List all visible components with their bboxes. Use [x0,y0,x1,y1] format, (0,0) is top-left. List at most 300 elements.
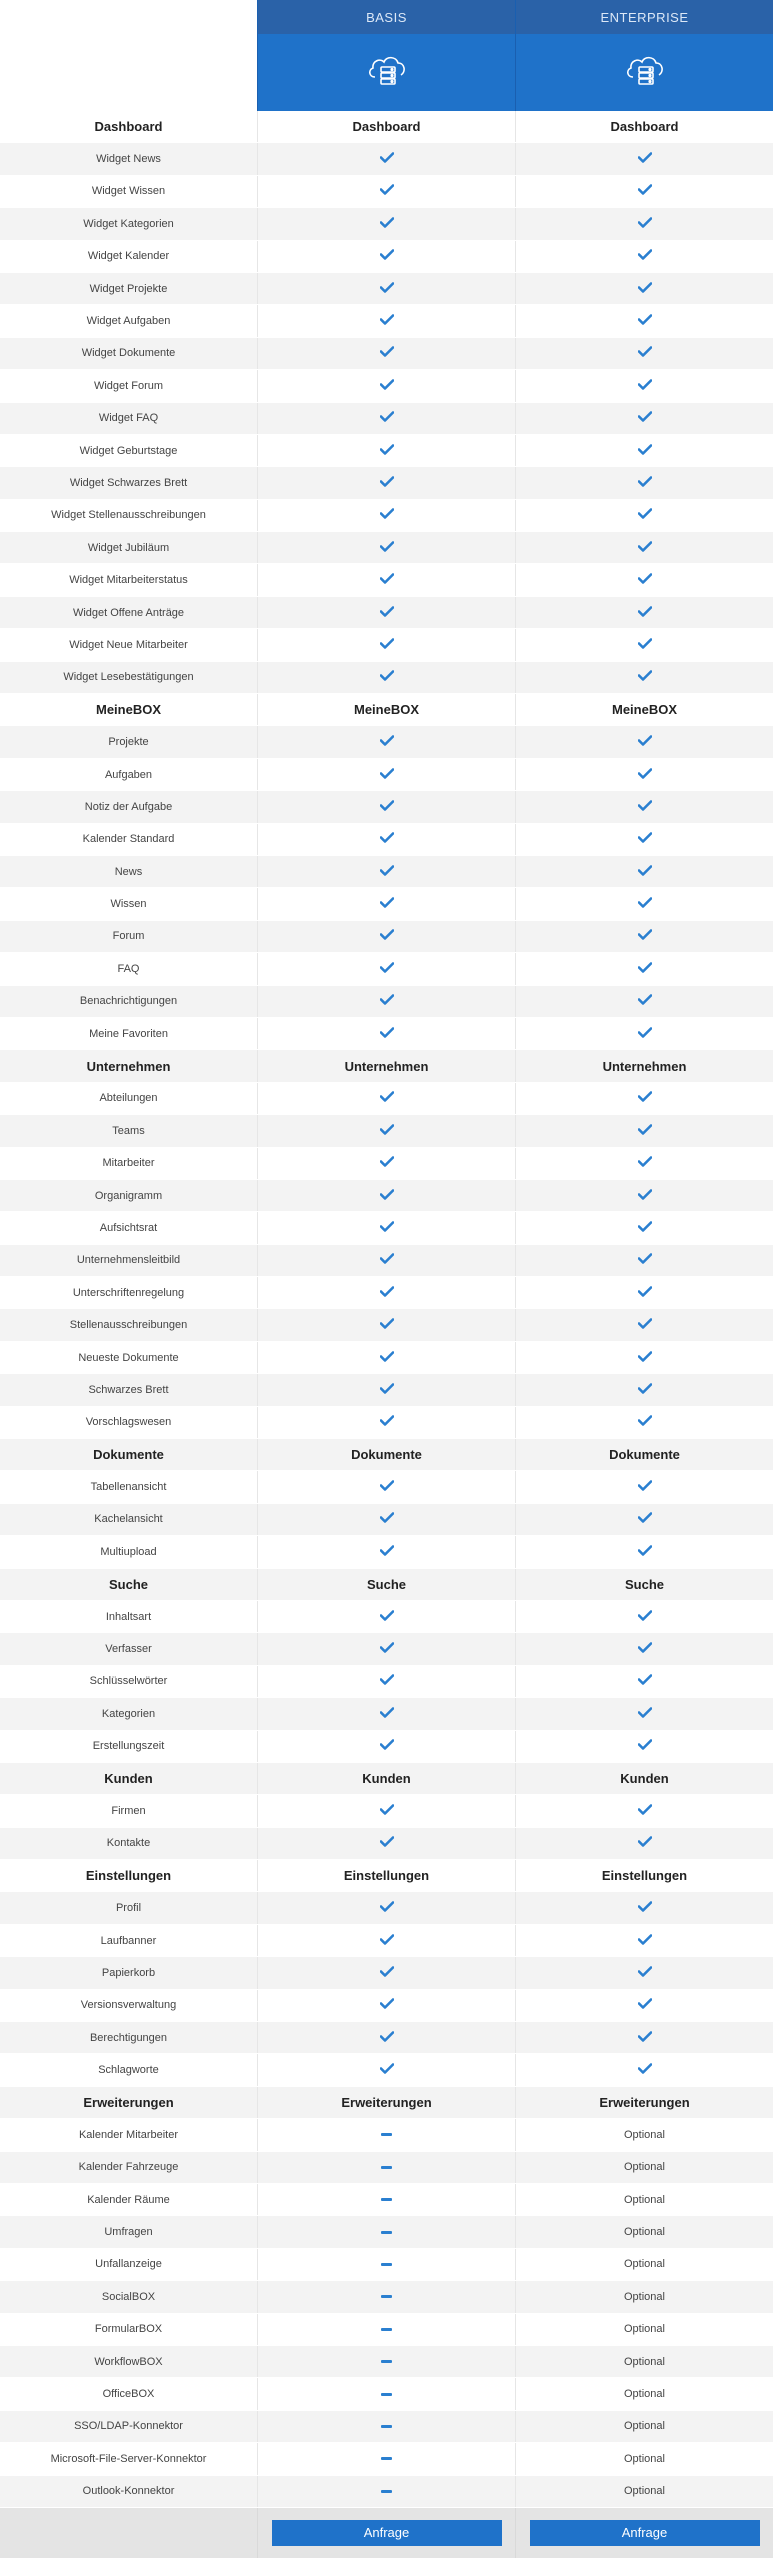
dash-icon [381,2295,392,2298]
checkmark-icon [380,1512,394,1526]
included-cell [257,986,515,1017]
included-cell [515,888,773,919]
checkmark-icon [380,1124,394,1138]
included-cell [515,338,773,369]
included-cell [257,726,515,757]
included-cell [257,888,515,919]
feature-label: Widget Kategorien [83,217,174,230]
dash-icon [381,2457,392,2460]
included-cell [257,564,515,595]
table-row [0,467,773,499]
table-row [0,1471,773,1503]
checkmark-icon [380,800,394,814]
section-title: Unternehmen [257,1050,515,1081]
checkmark-icon [380,606,394,620]
table-row [0,1374,773,1406]
included-cell [257,1083,515,1114]
section-title: Dokumente [257,1439,515,1470]
included-cell [257,1892,515,1923]
section-title: Suche [515,1569,773,1600]
value-text: Optional [515,2281,773,2312]
feature-label: Outlook-Konnektor [82,2485,175,2498]
checkmark-icon [638,476,652,490]
feature-label: Widget Aufgaben [86,315,171,328]
checkmark-icon [380,444,394,458]
not-included-cell [257,2346,515,2377]
included-cell [257,1795,515,1826]
checkmark-icon [380,1739,394,1753]
included-cell [515,629,773,660]
table-row [0,241,773,273]
plan-icon-area-enterprise [516,34,773,111]
feature-label: Aufsichtsrat [99,1221,158,1234]
feature-label: Schlüsselwörter [89,1675,168,1688]
table-row [0,1990,773,2022]
feature-label: Widget Wissen [91,185,166,198]
table-row [0,500,773,532]
table-row [0,1212,773,1244]
included-cell [257,1342,515,1373]
value-text: Optional [515,2476,773,2507]
included-cell [515,467,773,498]
included-cell [515,597,773,628]
table-row [0,1731,773,1763]
feature-label: SSO/LDAP-Konnektor [74,2420,183,2433]
included-cell [257,143,515,174]
table-row [0,435,773,467]
checkmark-icon [638,606,652,620]
included-cell [515,1698,773,1729]
table-row [0,1180,773,1212]
checkmark-icon [638,1318,652,1332]
value-text: Optional [515,2249,773,2280]
included-cell [515,1828,773,1859]
feature-label: Widget FAQ [98,412,159,425]
included-cell [515,1342,773,1373]
checkmark-icon [638,1804,652,1818]
checkmark-icon [380,1351,394,1365]
checkmark-icon [380,638,394,652]
included-cell [515,435,773,466]
footer-cell-enterprise [515,2508,773,2558]
dash-icon [381,2198,392,2201]
table-row [0,1018,773,1050]
included-cell [257,1731,515,1762]
table-row [0,1892,773,1924]
feature-label: Widget Kalender [87,250,170,263]
included-cell [515,921,773,952]
checkmark-icon [638,1707,652,1721]
dash-icon [381,2166,392,2169]
checkmark-icon [380,1221,394,1235]
included-cell [257,1471,515,1502]
feature-label: Unternehmensleitbild [76,1254,181,1267]
not-included-cell [257,2281,515,2312]
value-text: Optional [515,2184,773,2215]
header-spacer [0,0,257,111]
table-row [0,856,773,888]
included-cell [515,726,773,757]
included-cell [515,1504,773,1535]
included-cell [257,662,515,693]
included-cell [257,1245,515,1276]
included-cell [515,1083,773,1114]
included-cell [515,500,773,531]
feature-label: Widget Forum [93,379,164,392]
plan-name-enterprise: ENTERPRISE [516,0,773,34]
checkmark-icon [380,541,394,555]
feature-label: Papierkorb [101,1966,156,1979]
table-row [0,629,773,661]
feature-label: Schlagworte [98,2064,159,2077]
table-row [0,1925,773,1957]
checkmark-icon [380,1415,394,1429]
included-cell [257,1504,515,1535]
feature-label: Laufbanner [100,1934,157,1947]
section-title: Unternehmen [515,1050,773,1081]
included-cell [515,791,773,822]
included-cell [515,953,773,984]
section-title: Erweiterungen [257,2087,515,2118]
checkmark-icon [380,573,394,587]
checkmark-icon [638,994,652,1008]
included-cell [257,403,515,434]
feature-label: SocialBOX [101,2290,156,2303]
table-row [0,176,773,208]
section-row [0,1860,773,1892]
section-title: Einstellungen [257,1860,515,1891]
included-cell [257,338,515,369]
feature-label: OfficeBOX [102,2388,155,2401]
cloud-server-icon [623,50,667,95]
plan-icon-area-basis [258,34,515,111]
checkmark-icon [638,1674,652,1688]
included-cell [257,241,515,272]
included-cell [257,1148,515,1179]
checkmark-icon [638,1286,652,1300]
section-row [0,1763,773,1795]
checkmark-icon [638,962,652,976]
value-text: Optional [515,2314,773,2345]
dash-icon [381,2263,392,2266]
table-row [0,2378,773,2410]
feature-label: Multiupload [100,1545,157,1558]
checkmark-icon [380,1998,394,2012]
feature-label: Widget Mitarbeiterstatus [69,574,188,587]
section-title: Kunden [515,1763,773,1794]
checkmark-icon [638,1480,652,1494]
feature-label: Kalender Standard [82,833,175,846]
value-text: Optional [515,2119,773,2150]
table-row [0,1536,773,1568]
footer-spacer [0,2508,257,2558]
included-cell [515,532,773,563]
table-row [0,921,773,953]
dash-icon [381,2231,392,2234]
not-included-cell [257,2476,515,2507]
included-cell [257,856,515,887]
included-cell [257,1666,515,1697]
feature-label: Aufgaben [104,768,153,781]
table-row [0,2476,773,2508]
table-row [0,726,773,758]
included-cell [515,305,773,336]
included-cell [257,953,515,984]
footer-cell-basis [257,2508,515,2558]
table-row [0,2022,773,2054]
feature-label: Tabellenansicht [90,1481,167,1494]
checkmark-icon [638,1124,652,1138]
table-row [0,273,773,305]
included-cell [257,921,515,952]
checkmark-icon [380,1480,394,1494]
included-cell [515,1212,773,1243]
table-row [0,1148,773,1180]
included-cell [515,1925,773,1956]
included-cell [515,1471,773,1502]
feature-label: Benachrichtigungen [79,995,178,1008]
section-title: Kunden [104,1771,153,1787]
table-row [0,824,773,856]
table-row [0,2152,773,2184]
cloud-server-icon [365,50,409,95]
plan-header [0,0,773,111]
feature-label: Berechtigungen [89,2031,168,2044]
section-title: Dokumente [515,1439,773,1470]
checkmark-icon [638,1383,652,1397]
table-row [0,1698,773,1730]
checkmark-icon [380,1545,394,1559]
section-row [0,2087,773,2119]
included-cell [257,370,515,401]
included-cell [257,1374,515,1405]
table-row [0,305,773,337]
plan-column-enterprise [515,0,773,111]
included-cell [257,597,515,628]
section-title: Dashboard [515,111,773,142]
section-row [0,1439,773,1471]
section-title: Unternehmen [86,1058,171,1074]
table-row [0,2346,773,2378]
checkmark-icon [380,1156,394,1170]
included-cell [515,1148,773,1179]
included-cell [515,1795,773,1826]
feature-label: Profil [115,1902,142,1915]
included-cell [515,1957,773,1988]
feature-label: Schwarzes Brett [88,1383,169,1396]
checkmark-icon [638,1189,652,1203]
section-row [0,111,773,143]
checkmark-icon [380,1707,394,1721]
included-cell [257,1407,515,1438]
checkmark-icon [638,1901,652,1915]
request-button-enterprise[interactable]: Anfrage [530,2520,760,2546]
included-cell [257,273,515,304]
included-cell [515,1892,773,1923]
included-cell [257,2054,515,2085]
included-cell [257,759,515,790]
included-cell [257,500,515,531]
table-row [0,1407,773,1439]
not-included-cell [257,2249,515,2280]
table-row [0,2281,773,2313]
table-row [0,1666,773,1698]
feature-label: Widget Stellenausschreibungen [51,509,206,522]
value-text: Optional [515,2216,773,2247]
checkmark-icon [638,541,652,555]
checkmark-icon [638,1156,652,1170]
feature-label: Widget Lesebestätigungen [63,671,194,684]
checkmark-icon [380,735,394,749]
feature-label: FormularBOX [94,2323,163,2336]
checkmark-icon [380,832,394,846]
included-cell [515,241,773,272]
checkmark-icon [380,962,394,976]
checkmark-icon [380,1642,394,1656]
checkmark-icon [638,1610,652,1624]
checkmark-icon [638,1545,652,1559]
table-row [0,208,773,240]
checkmark-icon [380,152,394,166]
checkmark-icon [380,1189,394,1203]
table-row [0,2054,773,2086]
checkmark-icon [638,1221,652,1235]
checkmark-icon [638,1027,652,1041]
table-row [0,791,773,823]
checkmark-icon [638,379,652,393]
checkmark-icon [380,768,394,782]
included-cell [257,1212,515,1243]
checkmark-icon [638,573,652,587]
included-cell [515,1990,773,2021]
feature-label: Stellenausschreibungen [69,1319,188,1332]
checkmark-icon [638,152,652,166]
section-title: Erweiterungen [515,2087,773,2118]
included-cell [515,1180,773,1211]
checkmark-icon [638,1512,652,1526]
feature-label: News [114,865,143,878]
table-row [0,2119,773,2151]
request-button-basis[interactable]: Anfrage [272,2520,502,2546]
feature-label: Widget Dokumente [81,347,176,360]
included-cell [257,1698,515,1729]
included-cell [257,1180,515,1211]
table-row [0,1342,773,1374]
table-row [0,1601,773,1633]
checkmark-icon [638,314,652,328]
included-cell [515,759,773,790]
checkmark-icon [638,1836,652,1850]
checkmark-icon [638,1966,652,1980]
table-row [0,1957,773,1989]
checkmark-icon [380,346,394,360]
feature-label: Mitarbeiter [102,1157,155,1170]
checkmark-icon [638,1351,652,1365]
checkmark-icon [380,1804,394,1818]
section-title: Dokumente [93,1447,164,1463]
section-row [0,1050,773,1082]
feature-label: Kontakte [106,1837,151,1850]
feature-label: Unfallanzeige [95,2258,162,2271]
checkmark-icon [638,1934,652,1948]
section-title: Dashboard [94,119,163,135]
feature-label: Forum [112,930,145,943]
section-title: Kunden [257,1763,515,1794]
included-cell [515,986,773,1017]
checkmark-icon [380,2031,394,2045]
checkmark-icon [638,282,652,296]
feature-label: Organigramm [94,1189,163,1202]
checkmark-icon [380,1383,394,1397]
included-cell [257,1115,515,1146]
included-cell [257,791,515,822]
not-included-cell [257,2184,515,2215]
value-text: Optional [515,2378,773,2409]
included-cell [515,1245,773,1276]
feature-label: Firmen [111,1805,146,1817]
included-cell [257,1018,515,1049]
table-row [0,986,773,1018]
included-cell [257,532,515,563]
checkmark-icon [380,1286,394,1300]
checkmark-icon [638,929,652,943]
included-cell [257,176,515,207]
included-cell [257,1536,515,1567]
checkmark-icon [380,994,394,1008]
included-cell [515,662,773,693]
checkmark-icon [638,249,652,263]
checkmark-icon [380,314,394,328]
included-cell [515,824,773,855]
feature-label: Verfasser [105,1643,152,1656]
table-row [0,1633,773,1665]
included-cell [257,2022,515,2053]
feature-label: Inhaltsart [105,1610,152,1623]
checkmark-icon [380,1934,394,1948]
table-row [0,597,773,629]
checkmark-icon [638,832,652,846]
feature-label: Abteilungen [99,1092,158,1105]
feature-label: Notiz der Aufgabe [84,800,173,813]
feature-label: Kalender Mitarbeiter [78,2128,179,2141]
feature-label: FAQ [117,962,140,975]
section-title: MeineBOX [515,694,773,725]
checkmark-icon [638,184,652,198]
dash-icon [381,2490,392,2493]
feature-label: Wissen [110,898,147,911]
dash-icon [381,2360,392,2363]
table-row [0,403,773,435]
checkmark-icon [380,2063,394,2077]
dash-icon [381,2393,392,2396]
not-included-cell [257,2216,515,2247]
included-cell [257,467,515,498]
table-row [0,1245,773,1277]
table-row [0,1277,773,1309]
checkmark-icon [380,1027,394,1041]
included-cell [515,2022,773,2053]
feature-label: Projekte [108,736,149,749]
section-title: Einstellungen [85,1868,172,1884]
checkmark-icon [380,217,394,231]
included-cell [515,370,773,401]
not-included-cell [257,2411,515,2442]
checkmark-icon [638,1415,652,1429]
section-title: Einstellungen [515,1860,773,1891]
included-cell [515,143,773,174]
value-text: Optional [515,2152,773,2183]
checkmark-icon [380,1836,394,1850]
